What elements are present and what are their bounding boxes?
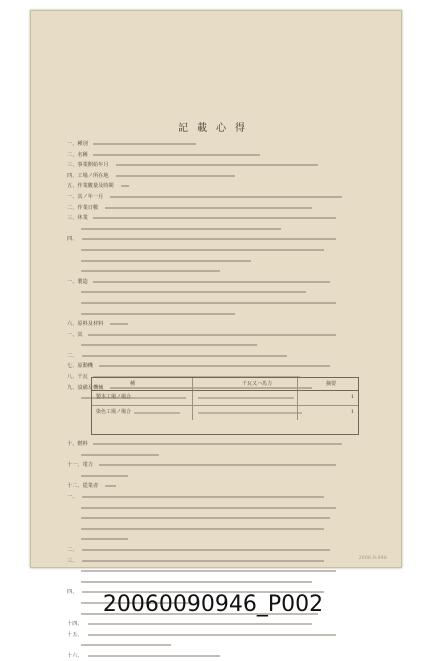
text-run: [81, 517, 330, 519]
line-heading: 八、千瓦: [67, 374, 88, 381]
text-line: [67, 439, 371, 449]
line-heading: 三、: [67, 557, 78, 564]
text-run: [81, 260, 251, 262]
text-line: [67, 234, 371, 244]
text-run: [88, 334, 336, 336]
text-run: [93, 281, 330, 283]
text-line: [67, 298, 371, 308]
table-cell-note: 1: [350, 409, 354, 415]
text-run: [110, 323, 128, 325]
table-row: [92, 406, 358, 420]
text-run: [81, 302, 336, 304]
table-cell-name: 染色工場ノ場合: [96, 409, 132, 415]
text-line: [67, 319, 371, 329]
text-line: [67, 160, 371, 170]
text-line: [67, 203, 371, 213]
text-line: [67, 492, 371, 502]
text-line: [67, 513, 371, 523]
table-cell-note: 1: [350, 394, 354, 400]
text-line: [67, 266, 371, 276]
text-line: [67, 224, 371, 234]
text-run: [116, 175, 236, 177]
document-title: 記載心得: [178, 123, 254, 134]
text-line: [67, 171, 371, 181]
text-line: [67, 361, 371, 371]
text-run: [105, 485, 116, 487]
text-line: [67, 460, 371, 470]
text-run: [99, 365, 330, 367]
table-header-row: [92, 378, 358, 391]
text-line: [67, 471, 371, 481]
handwritten-note: 2006.9.946: [358, 555, 387, 561]
document-body-continued: [67, 439, 371, 661]
text-line: [67, 450, 371, 460]
line-heading: 九、設備及機械: [67, 384, 104, 391]
text-line: [67, 277, 371, 287]
table-header-power: 千瓦又ハ馬力: [242, 381, 273, 387]
text-run: [81, 249, 324, 251]
text-run: [82, 238, 336, 240]
text-run: [81, 344, 257, 346]
text-line: [67, 256, 371, 266]
text-line: [67, 181, 371, 191]
line-heading: 四、: [67, 589, 78, 596]
text-line: [67, 534, 371, 544]
text-line: [67, 481, 371, 491]
text-run: [81, 270, 220, 272]
text-run: [81, 644, 171, 646]
text-line: [67, 287, 371, 297]
line-heading: 十五、: [67, 631, 83, 638]
line-heading: 二、: [67, 546, 78, 553]
line-heading: 十六、: [67, 652, 83, 659]
text-run: [93, 154, 259, 156]
line-heading: 一、其: [67, 331, 83, 338]
text-run: [81, 538, 128, 540]
text-line: [67, 577, 371, 587]
text-line: [67, 330, 371, 340]
text-line: [67, 524, 371, 534]
line-heading: 一、製造: [67, 278, 88, 285]
line-heading: 十四、: [67, 621, 83, 628]
image-caption: 20060090946_P002: [102, 592, 324, 617]
text-run: [81, 291, 306, 293]
line-heading: 十、燃料: [67, 441, 88, 447]
line-heading: 四、工場ノ所在地: [67, 172, 109, 179]
text-run: [81, 507, 336, 509]
text-run: [81, 581, 312, 583]
line-heading: 二、作業日數: [67, 204, 99, 211]
line-heading: 一、其ノ年一月: [67, 193, 104, 200]
text-run: [81, 528, 324, 530]
line-heading: 二、名稱: [67, 151, 88, 158]
text-run: [81, 454, 159, 456]
text-run: [88, 655, 220, 657]
text-run: [82, 560, 324, 562]
text-line: [67, 309, 371, 319]
equipment-table: [91, 377, 359, 435]
table-header-remarks: 摘要: [325, 381, 336, 387]
line-heading: 五、作業數量及時間: [67, 183, 114, 190]
line-heading: 七、原動機: [67, 363, 93, 370]
line-heading: 十一、電力: [67, 462, 93, 469]
text-line: [67, 351, 371, 361]
table-cell-name: 製本工場ノ場合: [96, 394, 132, 400]
text-run: [121, 185, 129, 187]
line-heading: 三、休業: [67, 215, 88, 222]
text-run: [82, 549, 330, 551]
text-run: [93, 443, 342, 445]
document-body: [67, 139, 371, 404]
text-run: [88, 623, 312, 625]
line-heading: 一、: [67, 493, 78, 500]
text-line: [67, 340, 371, 350]
line-heading: 三、事業開始年月: [67, 162, 109, 169]
table-row: [92, 391, 358, 406]
text-line: [67, 150, 371, 160]
text-line: [67, 245, 371, 255]
text-run: [93, 143, 195, 145]
text-run: [99, 464, 336, 466]
text-run: [81, 228, 281, 230]
line-heading: 十二、從業者: [67, 483, 99, 490]
text-run: [110, 196, 342, 198]
text-run: [105, 207, 312, 209]
text-run: [81, 570, 336, 572]
text-run: [82, 496, 324, 498]
text-run: [81, 313, 235, 315]
text-line: [67, 619, 371, 629]
line-heading: 四、: [67, 236, 78, 243]
line-heading: 一、種別: [67, 141, 88, 147]
text-line: [67, 630, 371, 640]
text-run: [88, 634, 336, 636]
text-run: [116, 164, 318, 166]
text-line: [67, 139, 371, 149]
text-line: [67, 556, 371, 566]
text-run: [81, 475, 128, 477]
text-line: [67, 640, 371, 650]
text-run: [93, 217, 336, 219]
table-header-type: 種: [130, 381, 136, 387]
text-line: [67, 213, 371, 223]
text-run: [82, 355, 287, 357]
text-line: [67, 566, 371, 576]
text-line: [67, 545, 371, 555]
text-line: [67, 651, 371, 661]
text-line: [67, 192, 371, 202]
line-heading: 二、: [67, 352, 78, 359]
text-line: [67, 503, 371, 513]
line-heading: 六、原料及材料: [67, 321, 104, 328]
